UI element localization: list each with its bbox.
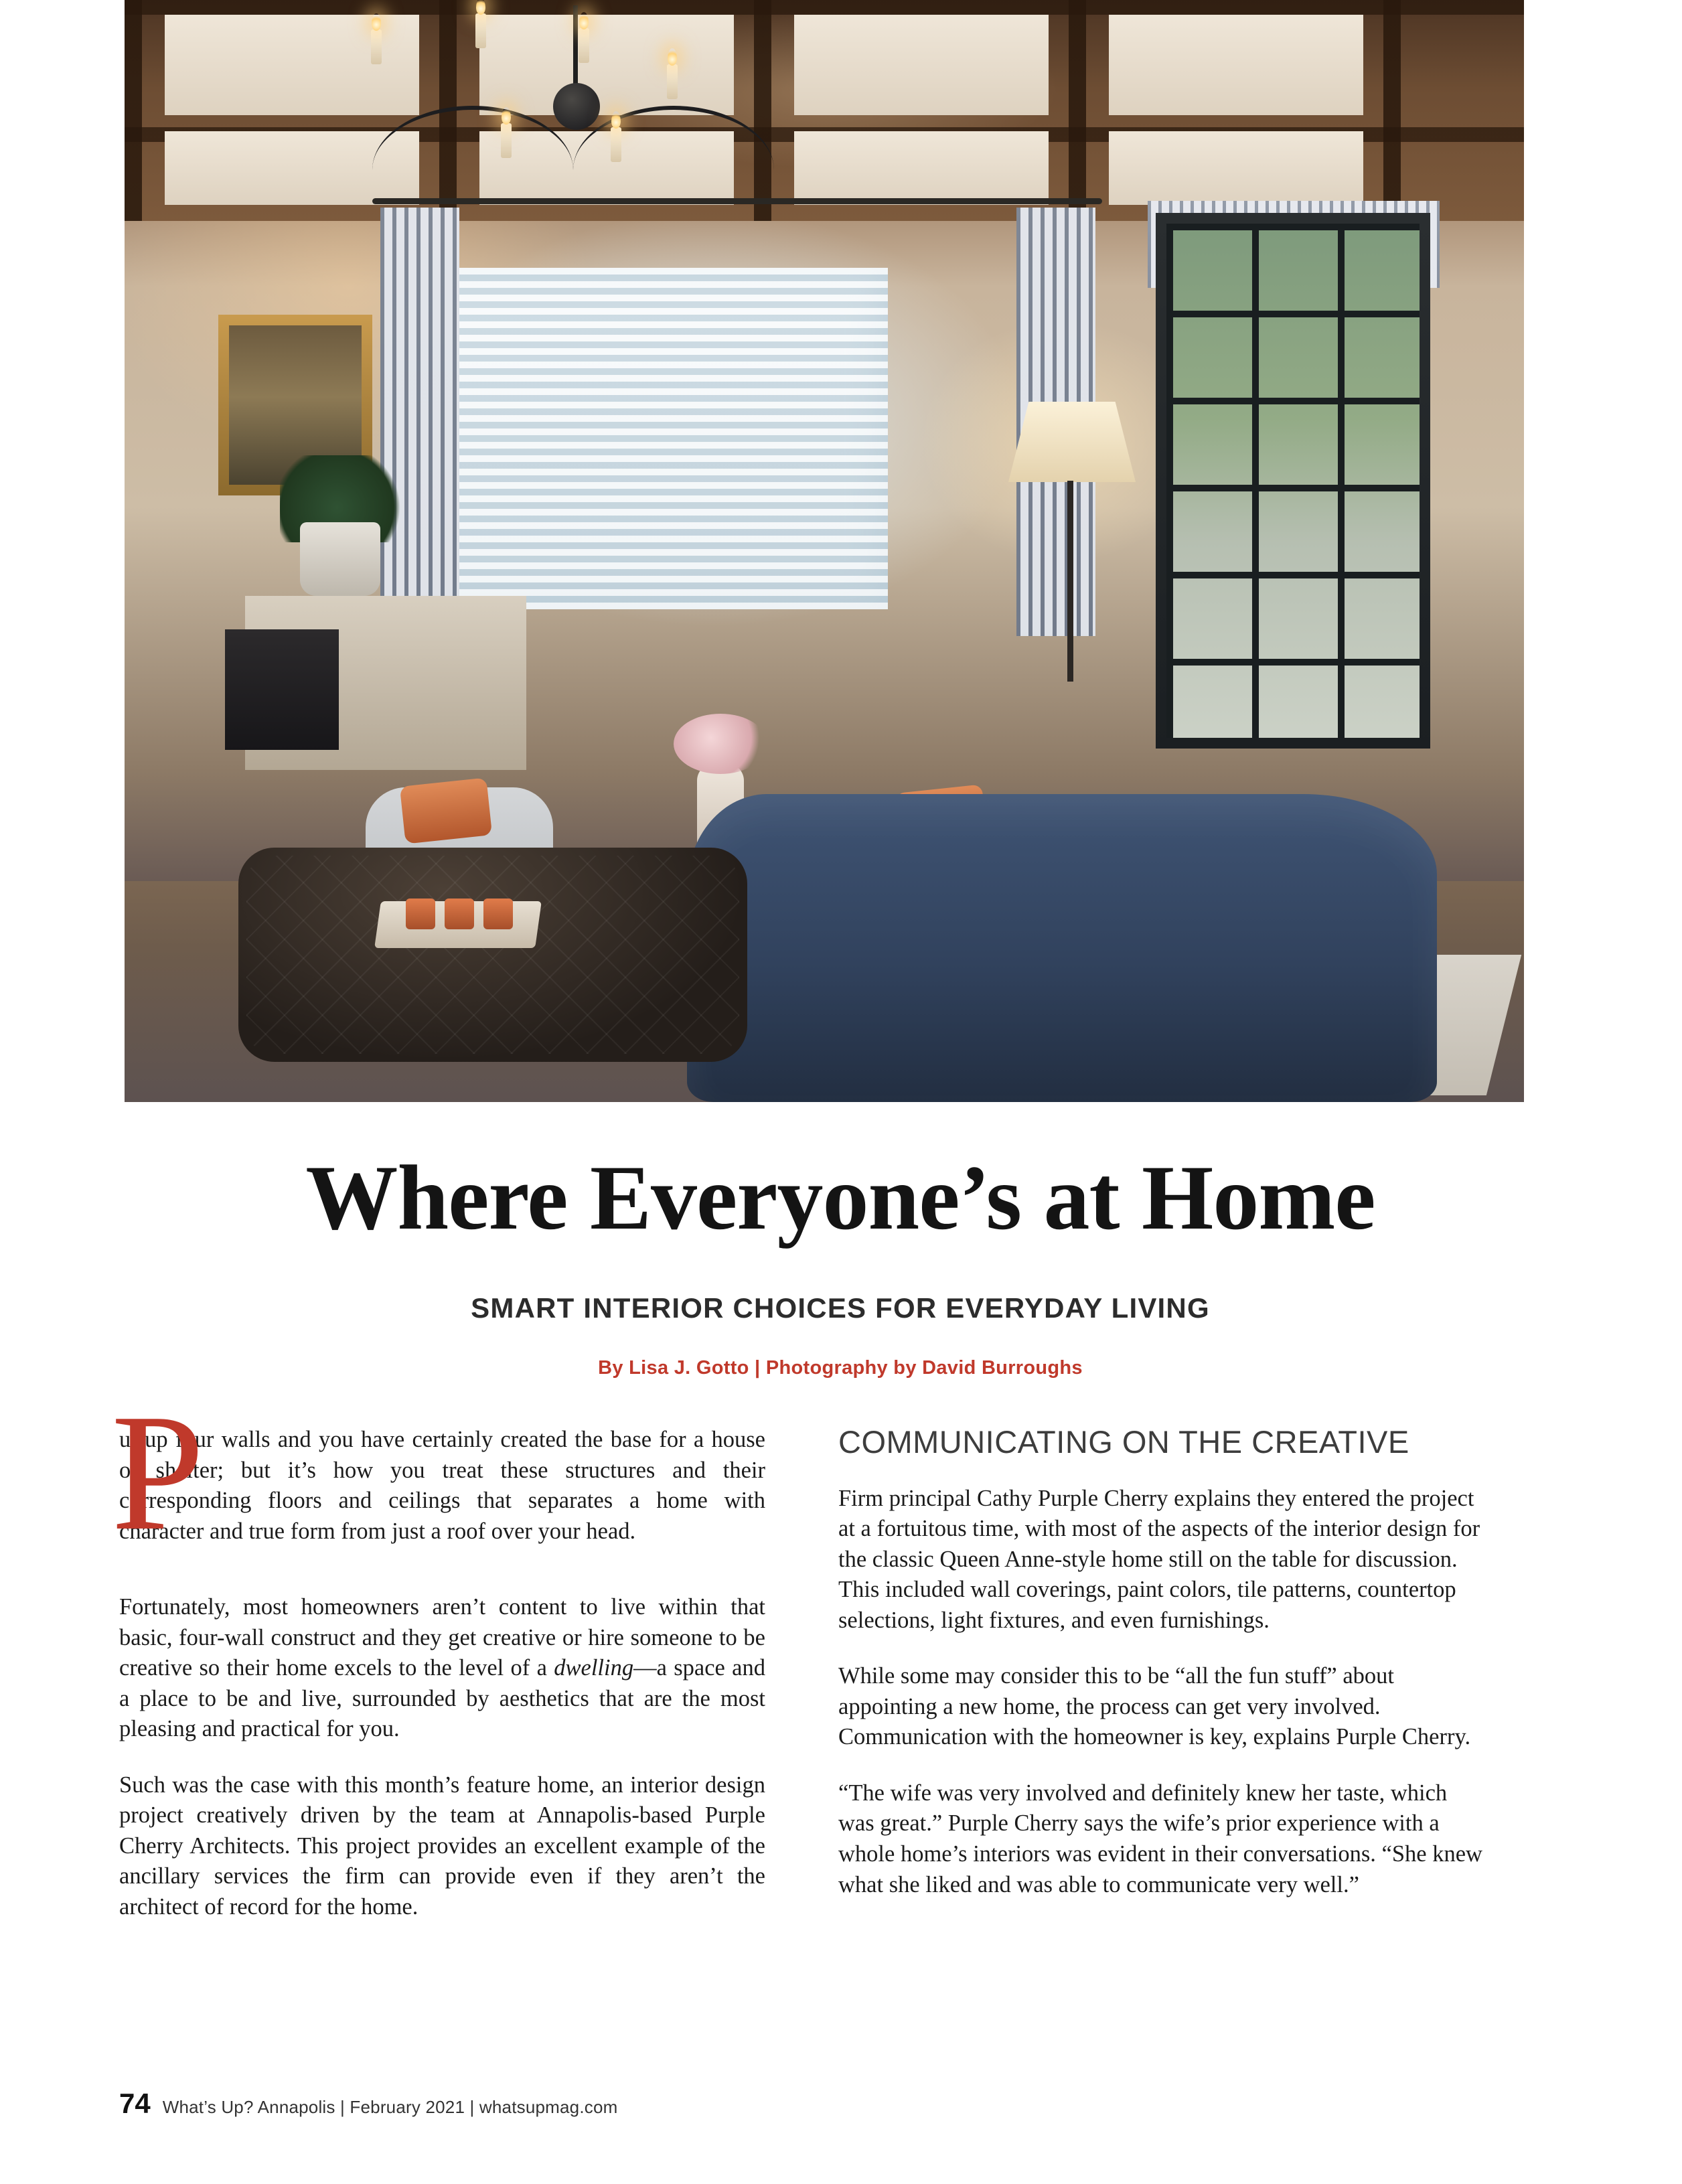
fireplace — [225, 629, 339, 750]
paragraph-2-part-a: Fortunately, most homeowners aren’t content to live within that basic, four-wall construct and they get creative or hire someone to be creative so their home excels to the level of a — [119, 1594, 765, 1681]
hero-photo — [125, 0, 1524, 1102]
publication-line: What’s Up? Annapolis | February 2021 | whatsupmag.com — [162, 2097, 618, 2117]
tufted-leather-ottoman — [238, 848, 747, 1062]
blue-velvet-sofa — [687, 794, 1437, 1102]
ceiling-panel — [794, 15, 1049, 115]
window-with-blinds — [392, 268, 888, 609]
lead-paragraph: ut up four walls and you have certainly created the base for a house or shelter; but it’s how you treat these structures and their corresponding floors and ceilings that separates a home with character and true form from just a roof over your head. — [119, 1427, 765, 1544]
body-column-right — [838, 1425, 1484, 1926]
french-doors — [1156, 213, 1430, 749]
drape-left — [380, 208, 459, 636]
plant-pot — [300, 522, 380, 596]
ceiling-panel — [794, 131, 1049, 205]
article-byline: By Lisa J. Gotto | Photography by David Burroughs — [598, 1357, 1083, 1379]
ceiling-panel — [1109, 15, 1363, 115]
page-number: 74 — [119, 2088, 151, 2119]
floor-lamp-shade — [1008, 402, 1136, 482]
article-subhead: SMART INTERIOR CHOICES FOR EVERYDAY LIVING — [471, 1292, 1210, 1324]
floor-lamp-stem — [1067, 481, 1073, 682]
right-paragraph-3: “The wife was very involved and definitely knew her taste, which was great.” Purple Cherry says the wife’s prior experience with a whole home’s interiors was evident in their conversations. “She knew what she liked and was able to communicate very well.” — [838, 1780, 1482, 1897]
page-margin-left — [0, 0, 125, 2184]
candle-votive — [406, 899, 435, 929]
ceiling-panel — [1109, 131, 1363, 205]
paragraph-3: Such was the case with this month’s feature home, an interior design project creatively driven by the team at Annapolis-based Purple Cherry Architects. This project provides an excellent example of the ancillary services the firm can provide even if they aren’t the architect of record for the home. — [119, 1772, 765, 1920]
paragraph-2-part-b: —a space and a place to be and live, surrounded by aesthetics that are the most pleasing and practical for you. — [119, 1655, 765, 1742]
accent-pillow — [400, 777, 492, 844]
curtain-rod — [372, 198, 1102, 204]
candle-votive — [483, 899, 513, 929]
chandelier-light-fixture — [332, 5, 814, 226]
paragraph-2-italic-word: dwelling — [554, 1655, 634, 1681]
page-title: Where Everyone’s at Home — [305, 1146, 1375, 1249]
candle-votive — [445, 899, 474, 929]
paragraph-2 — [119, 1592, 765, 1745]
flower-arrangement — [674, 714, 767, 774]
lead-paragraph-block — [111, 1380, 765, 1592]
right-paragraph-2: While some may consider this to be “all the fun stuff” about appointing a new home, the process can get very involved. Communication with the homeowner is key, explains Purple Cherry. — [838, 1663, 1471, 1750]
hero-photo-art — [125, 0, 1524, 1102]
page-margin-right — [1524, 0, 1682, 2184]
body-column-left — [111, 1380, 765, 1948]
page-footer — [119, 2088, 617, 2120]
right-paragraph-1: Firm principal Cathy Purple Cherry explains they entered the project at a fortuitous time, with most of the aspects of the interior design for the classic Queen Anne-style home still on the table for discussion. This included wall coverings, paint colors, tile patterns, countertop selections, light fixtures, and even furnishings. — [838, 1485, 1480, 1633]
section-heading: COMMUNICATING ON THE CREATIVE — [838, 1424, 1409, 1460]
drop-cap: P — [111, 1380, 205, 1565]
